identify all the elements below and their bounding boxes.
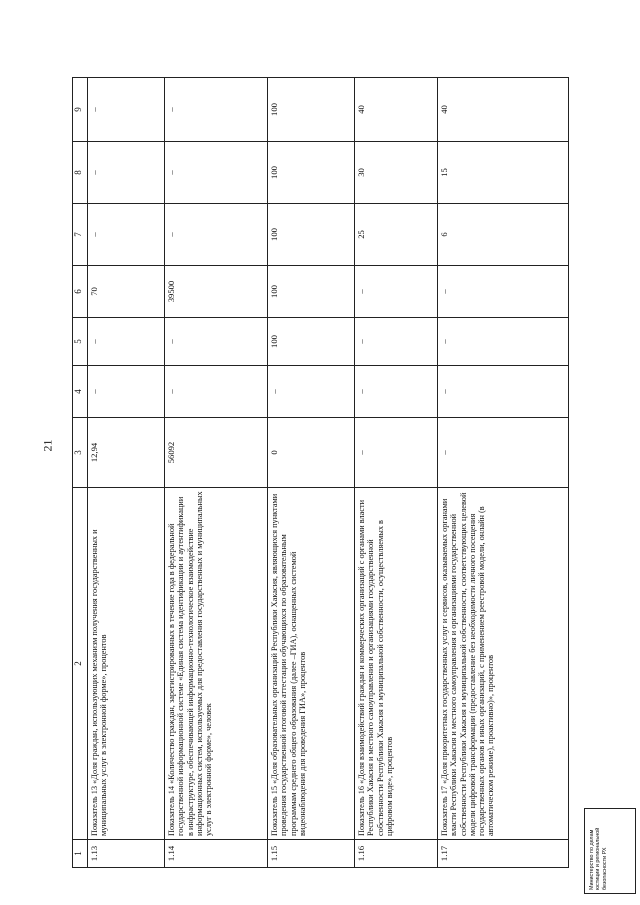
indicator-description: Показатель 15 «Доля образовательных организаций Республики Хакасия, являющихся пунктами проведения государственной итоговой аттестации обучающихся по образовательным программам среднего общего образования (далее –ГИА), оснащенных системой видеонаблюдения для проведения ГИА», процентов [268,488,355,840]
value-cell: 56092 [165,418,268,488]
value-cell: – [268,366,355,418]
table-row [355,78,438,868]
value-cell: – [355,418,438,488]
value-cell: 70 [88,266,165,318]
header-cell: 4 [73,366,88,418]
header-cell: 6 [73,266,88,318]
value-cell: – [88,204,165,266]
table-row [88,78,165,868]
header-cell: 2 [73,488,88,840]
header-cell: 1 [73,840,88,868]
table-row [165,78,268,868]
indicator-description: Показатель 17 «Доля приоритетных государственных услуг и сервисов, оказываемых органами власти Республики Хакасия и местного самоуправления и организациями государственной собственности Республики Хакасия и муниципальной собственности, соответствующих целевой модели цифровой трансформации (предоставление без необходимости личного посещения государственных органов и иных организаций, с применением реестровой модели, онлайн (в автоматическом режиме), проактивно)», процентов [438,488,569,840]
value-cell: – [438,366,569,418]
value-cell: 6 [438,204,569,266]
value-cell: 15 [438,142,569,204]
row-id: 1.17 [438,840,569,868]
value-cell: 40 [355,78,438,142]
value-cell: – [438,318,569,366]
value-cell: – [88,78,165,142]
value-cell: – [165,78,268,142]
value-cell: 100 [268,78,355,142]
value-cell: – [88,142,165,204]
value-cell: 100 [268,204,355,266]
value-cell: – [355,318,438,366]
value-cell: 100 [268,142,355,204]
row-id: 1.14 [165,840,268,868]
value-cell: 30 [355,142,438,204]
value-cell: – [165,366,268,418]
value-cell: – [165,142,268,204]
table-row [438,78,569,868]
value-cell: 25 [355,204,438,266]
value-cell: – [165,318,268,366]
value-cell: – [88,366,165,418]
value-cell: – [165,204,268,266]
header-cell: 9 [73,78,88,142]
value-cell: – [438,266,569,318]
indicators-table [72,77,569,868]
value-cell: 39500 [165,266,268,318]
table-row [268,78,355,868]
header-cell: 8 [73,142,88,204]
indicator-description: Показатель 16 «Доля взаимодействий граждан и коммерческих организаций с органами власти Республики Хакасия и местного самоуправления и организациями государственной собственности Республики Хакасия и муниципальной собственности, осуществляемых в цифровом виде», процентов [355,488,438,840]
indicator-description: Показатель 13 «Доля граждан, использующих механизм получения государственных и муниципальных услуг в электронной форме», процентов [88,488,165,840]
row-id: 1.13 [88,840,165,868]
header-cell: 3 [73,418,88,488]
rotated-table-container [72,78,592,868]
stamp-text: Министерство по делам юстиции и региональной безопасности РХ [589,827,608,890]
indicator-description: Показатель 14 «Количество граждан, зарегистрированных в течение года в федеральной государственной информационной системе «Единая система идентификации и аутентификации в инфраструктуре, обеспечивающей информационно-технологическое взаимодействие информационных систем, используемых для предоставления государственных и муниципальных услуг в электронной форме», человек [165,488,268,840]
value-cell: – [438,418,569,488]
value-cell: 0 [268,418,355,488]
row-id: 1.16 [355,840,438,868]
value-cell: 40 [438,78,569,142]
row-id: 1.15 [268,840,355,868]
header-cell: 5 [73,318,88,366]
value-cell: 100 [268,318,355,366]
value-cell: – [355,366,438,418]
page-number: 21 [40,439,55,452]
value-cell: 12,94 [88,418,165,488]
header-cell: 7 [73,204,88,266]
value-cell: 100 [268,266,355,318]
value-cell: – [355,266,438,318]
value-cell: – [88,318,165,366]
table-header-row [73,78,88,868]
ministry-stamp [584,808,636,894]
